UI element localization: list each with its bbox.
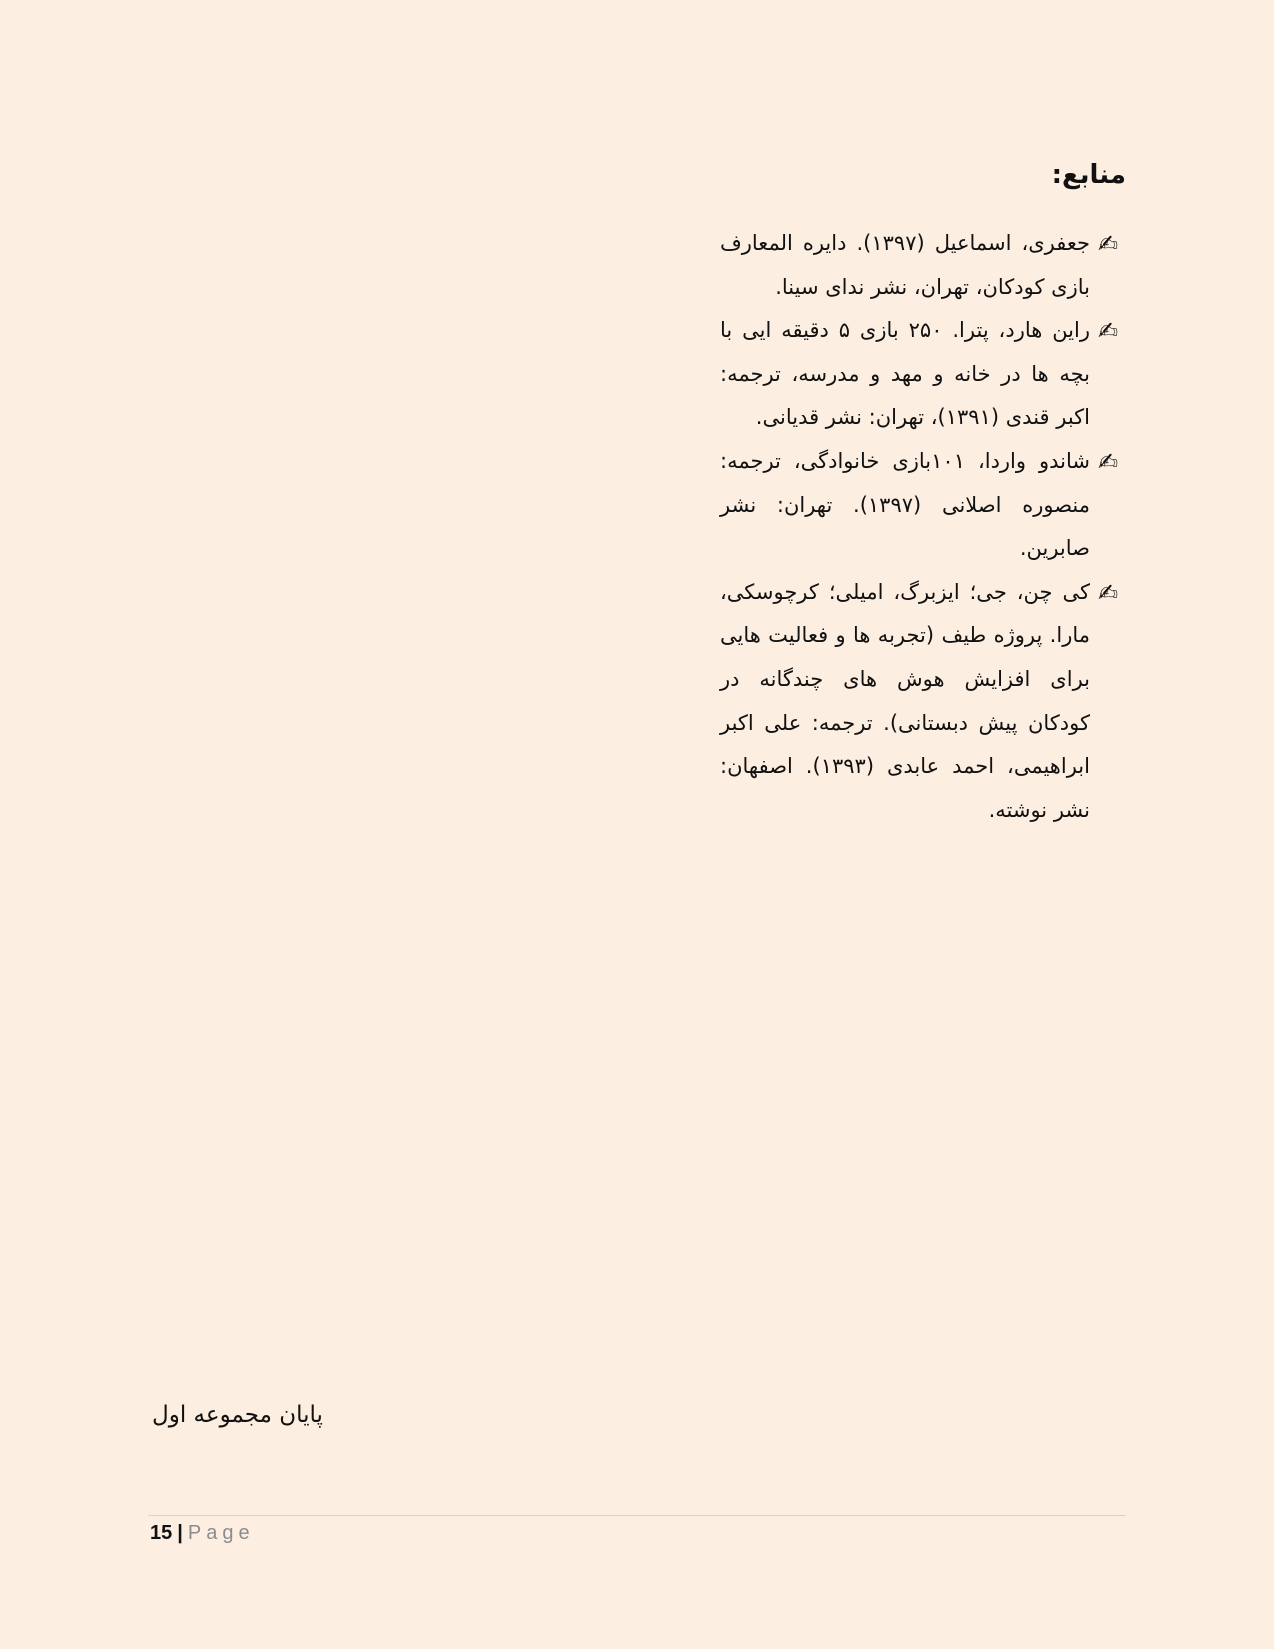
page-label: Page [187, 1522, 255, 1544]
reference-text: کی چن، جی؛ ایزبرگ، امیلی؛ کرچوسکی، مارا. پروژه طیف (تجربه ها و فعالیت هایی برای افزایش هوش های چندگانه در کودکان پیش دبستانی). ترجمه: علی اکبر ابراهیمی، احمد عابدی (۱۳۹۳). اصفهان: نشر نوشته. [720, 579, 1090, 822]
page-footer [150, 1521, 255, 1545]
page-number: 15 [150, 1522, 173, 1544]
reference-text: شاندو واردا، ۱۰۱بازی خانوادگی، ترجمه: منصوره اصلانی (۱۳۹۷). تهران: نشر صابرین. [720, 448, 1090, 561]
footer-divider [148, 1515, 1126, 1516]
references-heading: منابع: [1051, 160, 1126, 190]
writing-hand-icon: ✍ [1097, 317, 1119, 346]
reference-item [720, 571, 1126, 833]
references-list [720, 222, 1126, 832]
reference-item [720, 309, 1126, 440]
footer-separator: | [177, 1522, 183, 1544]
writing-hand-icon: ✍ [1097, 578, 1119, 607]
reference-item [720, 222, 1126, 309]
writing-hand-icon: ✍ [1097, 230, 1119, 258]
reference-item [720, 440, 1126, 571]
reference-text: جعفری، اسماعیل (۱۳۹۷). دایره المعارف بازی کودکان، تهران، نشر ندای سینا. [720, 231, 1091, 299]
end-of-collection-note: پایان مجموعه اول [152, 1402, 323, 1428]
reference-text: راین هارد، پترا. ۲۵۰ بازی ۵ دقیقه ایی با بچه ها در خانه و مهد و مدرسه، ترجمه: اکبر قندی (۱۳۹۱)، تهران: نشر قدیانی. [720, 318, 1091, 430]
writing-hand-icon: ✍ [1097, 447, 1119, 476]
